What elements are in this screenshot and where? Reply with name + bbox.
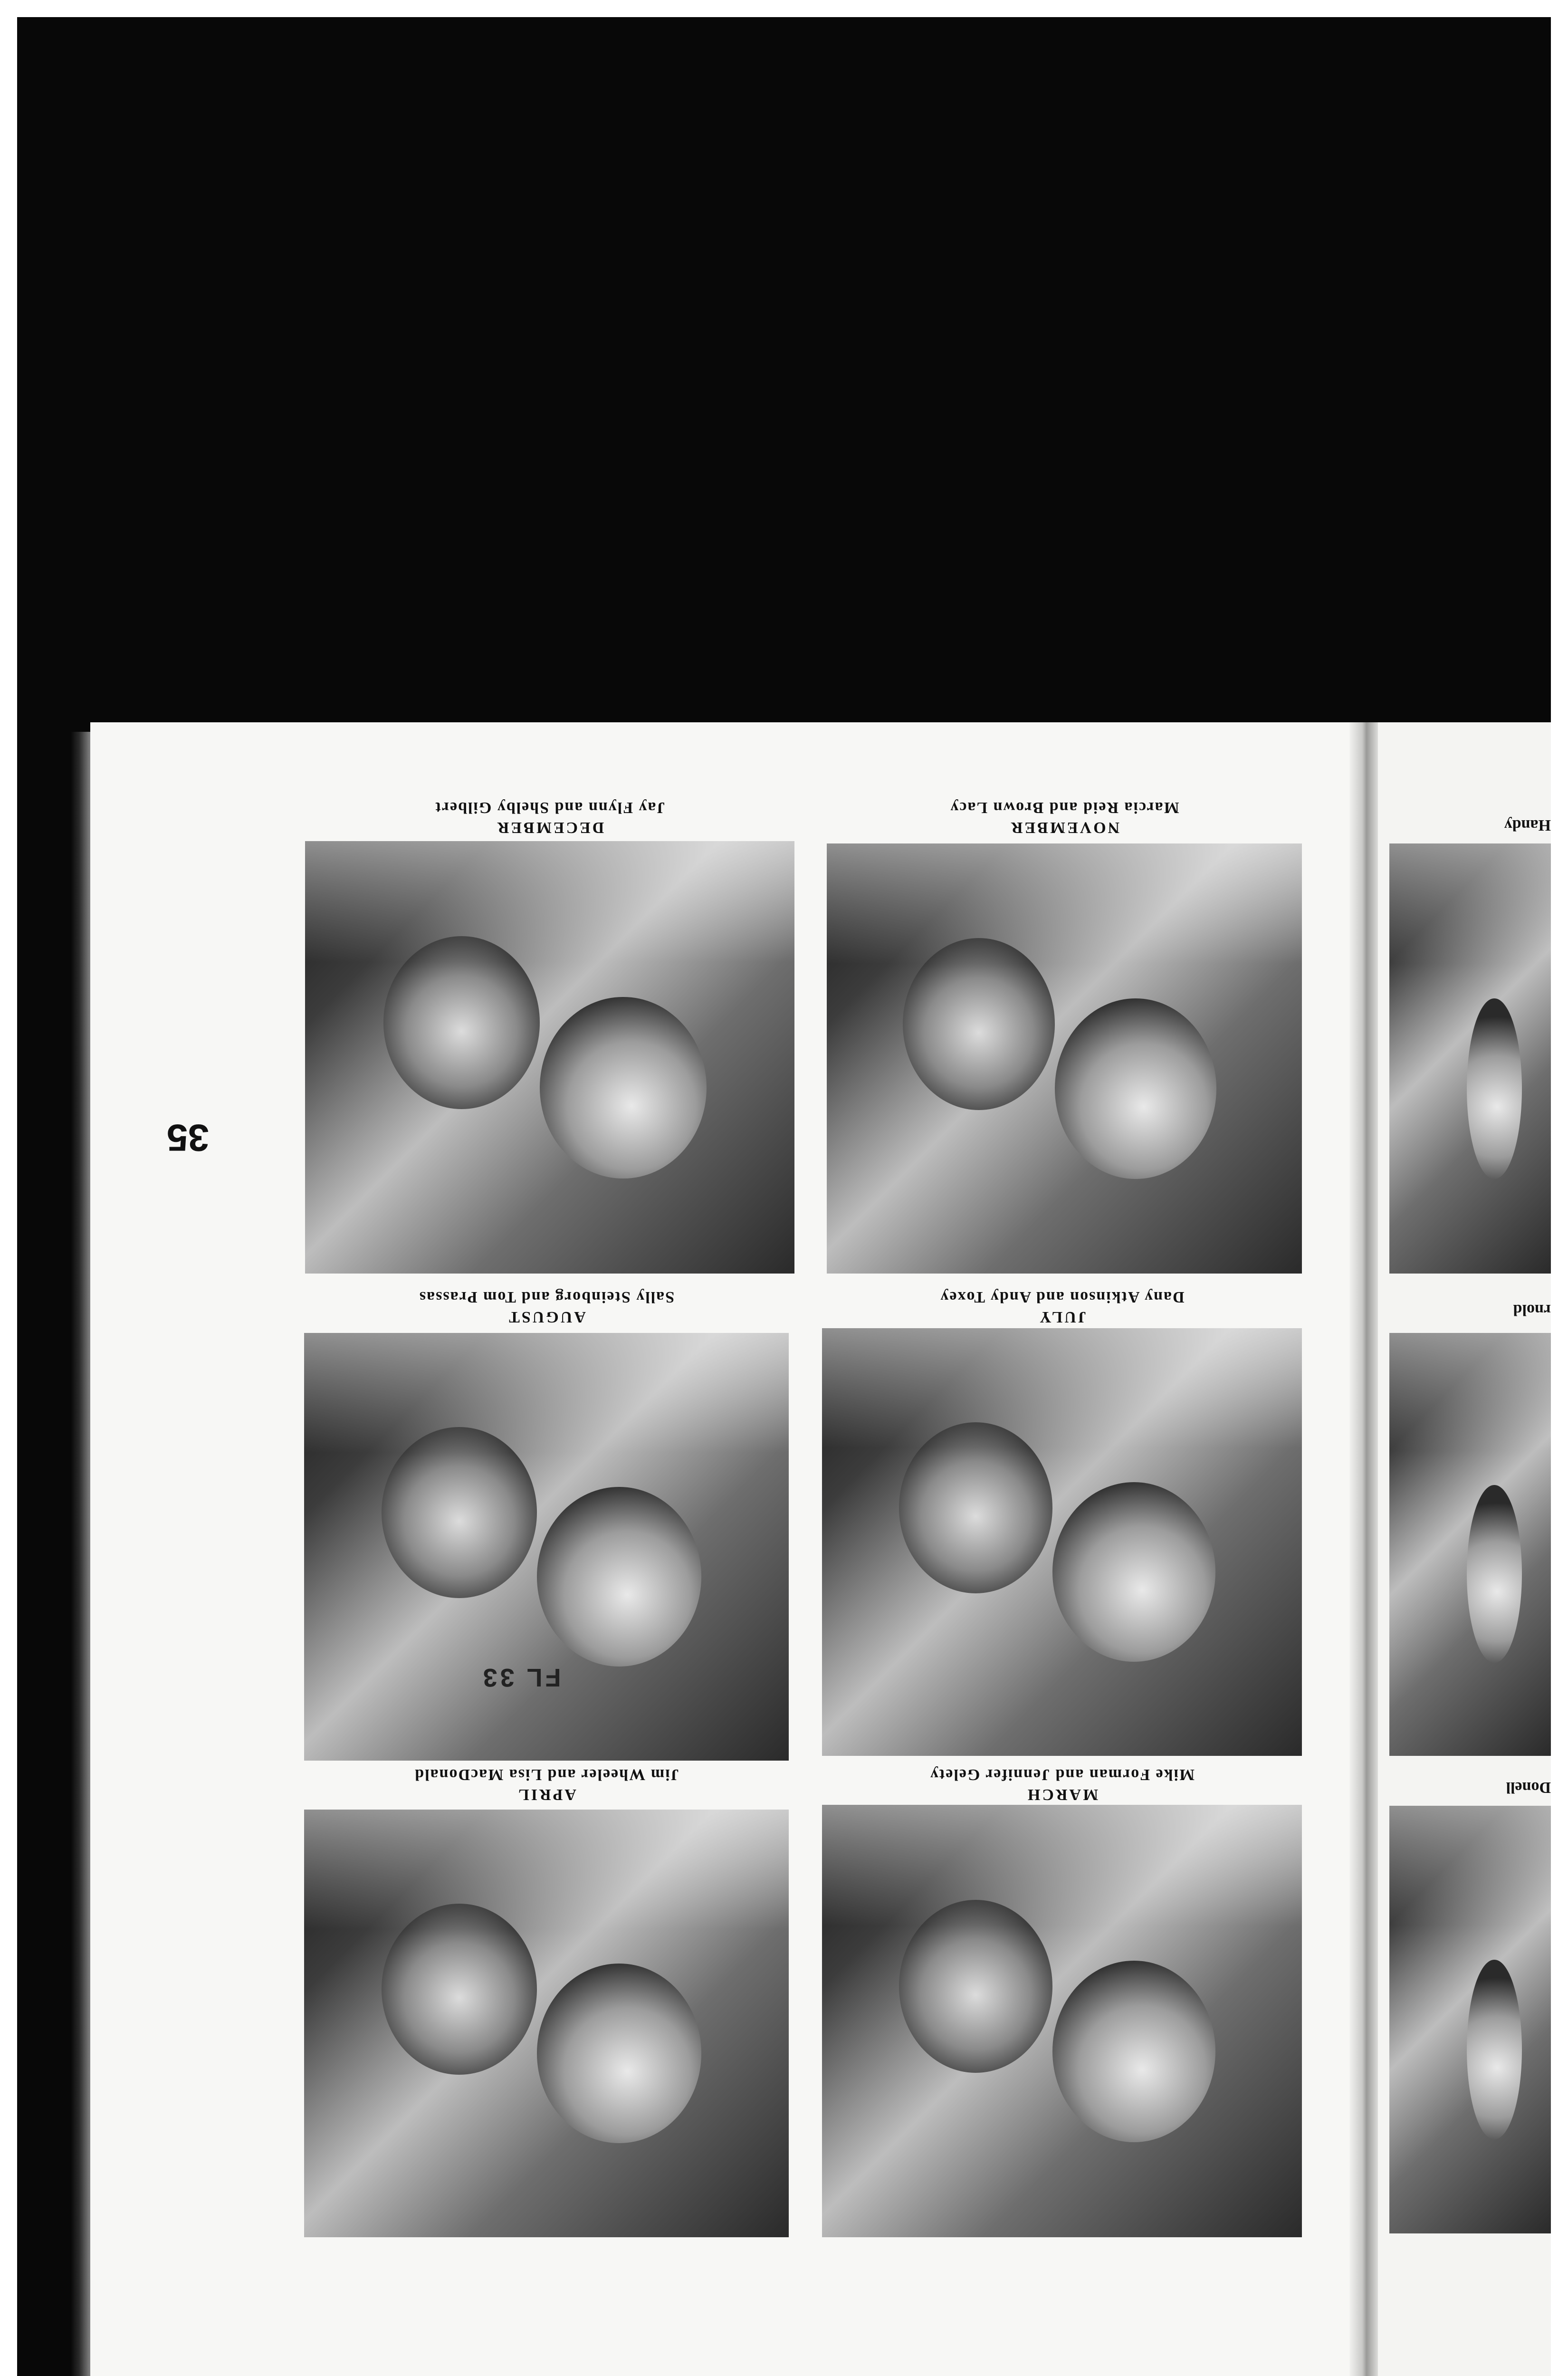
photo-facing-page-1: [1389, 1806, 1551, 2233]
caption-april: [304, 1765, 789, 1803]
caption-month: AUGUST: [507, 1308, 586, 1326]
photo-july: [822, 1328, 1302, 1756]
caption-names: Marcia Reid and Brown Lacy: [949, 799, 1179, 816]
page-number: 35: [167, 1117, 209, 1159]
photo-april: [304, 1810, 789, 2237]
caption-names: Mike Forman and Jennifer Gelety: [929, 1766, 1195, 1783]
photo-march: [822, 1805, 1302, 2237]
caption-march: [822, 1765, 1302, 1803]
facing-caption-fragment: Donell: [1506, 1779, 1551, 1796]
caption-july: [822, 1288, 1302, 1326]
caption-names: Jim Wheeler and Lisa MacDonald: [414, 1766, 679, 1783]
caption-names: Jay Flynn and Shelby Gilbert: [434, 799, 665, 816]
caption-month: DECEMBER: [495, 819, 604, 836]
photo-december: [305, 841, 794, 1274]
caption-names: Sally Steinborg and Tom Prassas: [418, 1288, 675, 1306]
boat-registration-text: FL 33: [480, 1663, 561, 1692]
caption-names: Dany Atkinson and Andy Toxey: [939, 1288, 1185, 1306]
caption-month: APRIL: [516, 1786, 576, 1803]
photo-facing-page-3: [1389, 843, 1551, 1274]
caption-month: NOVEMBER: [1009, 819, 1120, 836]
caption-month: MARCH: [1025, 1786, 1099, 1803]
caption-august: [304, 1288, 789, 1326]
caption-month: JULY: [1038, 1308, 1086, 1326]
facing-caption-fragment: rnold: [1513, 1301, 1551, 1319]
caption-december: [305, 798, 794, 836]
photo-august: [304, 1333, 789, 1761]
photo-november: [827, 843, 1302, 1274]
photo-facing-page-2: [1389, 1333, 1551, 1756]
caption-november: [827, 798, 1302, 836]
facing-caption-fragment: Handy: [1504, 816, 1551, 834]
